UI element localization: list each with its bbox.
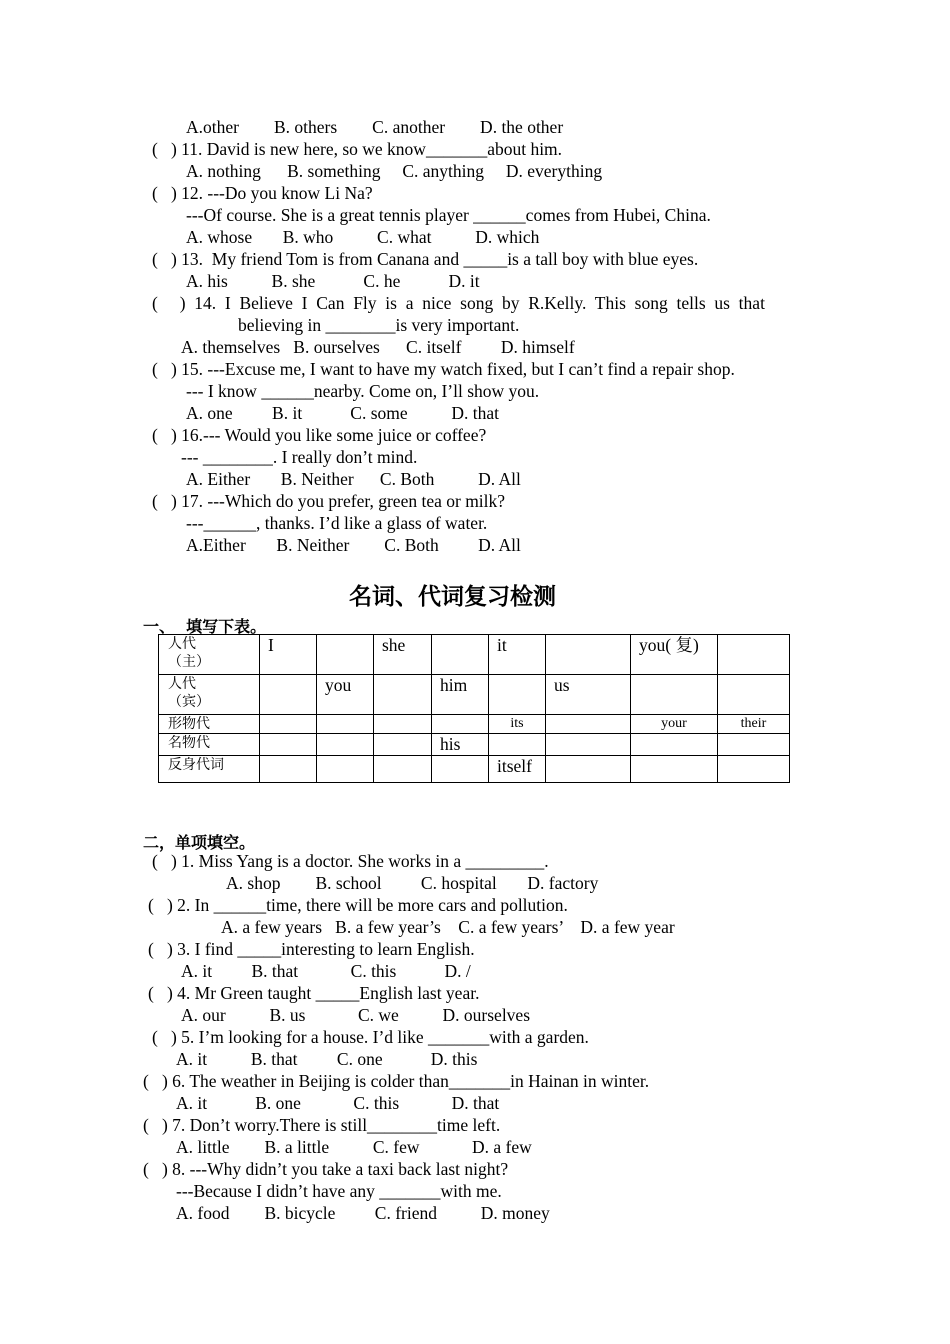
table-cell: [317, 756, 374, 783]
table-cell: [260, 734, 317, 756]
table-cell: I: [260, 635, 317, 675]
q17-dialogue: ---______, thanks. I’d like a glass of water.: [186, 513, 488, 533]
table-cell: [546, 756, 631, 783]
table-cell: you: [317, 675, 374, 715]
table-cell: him: [432, 675, 489, 715]
row-header: 名物代: [159, 734, 260, 756]
row-header: 反身代词: [159, 756, 260, 783]
row-header: 形物代: [159, 715, 260, 734]
table-cell: it: [489, 635, 546, 675]
q10-options: A.other B. others C. another D. the other: [186, 117, 564, 137]
b3-options: A. it B. that C. this D. /: [181, 961, 471, 981]
q12-stem: ( ) 12. ---Do you know Li Na?: [152, 183, 373, 203]
section1-heading: 一、 填写下表。: [143, 617, 267, 636]
table-cell: [631, 734, 718, 756]
b6-options: A. it B. one C. this D. that: [176, 1093, 500, 1113]
table-cell: [432, 635, 489, 675]
table-cell: [489, 734, 546, 756]
q15-stem: ( ) 15. ---Excuse me, I want to have my watch fixed, but I can’t find a repair shop.: [152, 359, 735, 379]
table-cell: [432, 715, 489, 734]
table-cell: [718, 734, 790, 756]
q17-options: A.Either B. Neither C. Both D. All: [186, 535, 521, 555]
row-header: 人代 （宾）: [159, 675, 260, 715]
b5-stem: ( ) 5. I’m looking for a house. I’d like _______with a garden.: [152, 1027, 589, 1047]
q11-options: A. nothing B. something C. anything D. everything: [186, 161, 603, 181]
table-cell: [374, 756, 432, 783]
b8-stem: ( ) 8. ---Why didn’t you take a taxi back last night?: [143, 1159, 509, 1179]
q11-stem: ( ) 11. David is new here, so we know_______about him.: [152, 139, 563, 159]
b4-stem: ( ) 4. Mr Green taught _____English last year.: [148, 983, 480, 1003]
table-cell: [260, 756, 317, 783]
table-cell: his: [432, 734, 489, 756]
section-title: 名词、代词复习检测: [349, 584, 556, 610]
table-cell: [260, 715, 317, 734]
table-cell: [489, 675, 546, 715]
section2-heading: 二，单项填空。: [143, 833, 256, 852]
b2-stem: ( ) 2. In ______time, there will be more cars and pollution.: [148, 895, 568, 915]
table-row: [159, 675, 790, 715]
table-cell: [317, 734, 374, 756]
table-row: [159, 635, 790, 675]
table-cell: us: [546, 675, 631, 715]
table-cell: [260, 675, 317, 715]
table-cell: their: [718, 715, 790, 734]
b7-options: A. little B. a little C. few D. a few: [176, 1137, 532, 1157]
table-cell: [718, 675, 790, 715]
table-row: [159, 734, 790, 756]
table-cell: [718, 635, 790, 675]
table-cell: [546, 715, 631, 734]
q13-options: A. his B. she C. he D. it: [186, 271, 480, 291]
table-cell: she: [374, 635, 432, 675]
table-cell: [317, 715, 374, 734]
q14-stem-cont: believing in ________is very important.: [238, 315, 520, 335]
table-row: [159, 756, 790, 783]
table-cell: [317, 635, 374, 675]
b1-stem: ( ) 1. Miss Yang is a doctor. She works in a _________.: [152, 851, 549, 871]
q14-stem: ( ) 14. I Believe I Can Fly is a nice song by R.Kelly. This song tells us that: [152, 293, 765, 313]
b8-dialogue: ---Because I didn’t have any _______with me.: [176, 1181, 502, 1201]
table-cell: itself: [489, 756, 546, 783]
table-cell: [718, 756, 790, 783]
table-cell: [374, 734, 432, 756]
b3-stem: ( ) 3. I find _____interesting to learn English.: [148, 939, 475, 959]
table-cell: you( 复): [631, 635, 718, 675]
row-header: 人代 （主）: [159, 635, 260, 675]
q14-options: A. themselves B. ourselves C. itself D. himself: [181, 337, 575, 357]
b7-stem: ( ) 7. Don’t worry.There is still________time left.: [143, 1115, 501, 1135]
table-cell: [374, 715, 432, 734]
q16-stem: ( ) 16.--- Would you like some juice or coffee?: [152, 425, 487, 445]
b2-options: A. a few years B. a few year’s C. a few years’ D. a few year: [221, 917, 675, 937]
table-cell: [546, 635, 631, 675]
table-cell: [432, 756, 489, 783]
q16-options: A. Either B. Neither C. Both D. All: [186, 469, 521, 489]
table-row: [159, 715, 790, 734]
table-cell: [374, 675, 432, 715]
pronoun-table: [158, 634, 790, 783]
q15-dialogue: --- I know ______nearby. Come on, I’ll show you.: [186, 381, 540, 401]
q12-options: A. whose B. who C. what D. which: [186, 227, 540, 247]
table-cell: its: [489, 715, 546, 734]
b1-options: A. shop B. school C. hospital D. factory: [226, 873, 599, 893]
q12-dialogue: ---Of course. She is a great tennis player ______comes from Hubei, China.: [186, 205, 711, 225]
q15-options: A. one B. it C. some D. that: [186, 403, 500, 423]
table-cell: [631, 675, 718, 715]
table-cell: your: [631, 715, 718, 734]
q17-stem: ( ) 17. ---Which do you prefer, green tea or milk?: [152, 491, 506, 511]
b6-stem: ( ) 6. The weather in Beijing is colder than_______in Hainan in winter.: [143, 1071, 650, 1091]
table-cell: [631, 756, 718, 783]
q13-stem: ( ) 13. My friend Tom is from Canana and _____is a tall boy with blue eyes.: [152, 249, 699, 269]
b8-options: A. food B. bicycle C. friend D. money: [176, 1203, 550, 1223]
q16-dialogue: --- ________. I really don’t mind.: [181, 447, 418, 467]
b5-options: A. it B. that C. one D. this: [176, 1049, 478, 1069]
table-cell: [546, 734, 631, 756]
b4-options: A. our B. us C. we D. ourselves: [181, 1005, 531, 1025]
